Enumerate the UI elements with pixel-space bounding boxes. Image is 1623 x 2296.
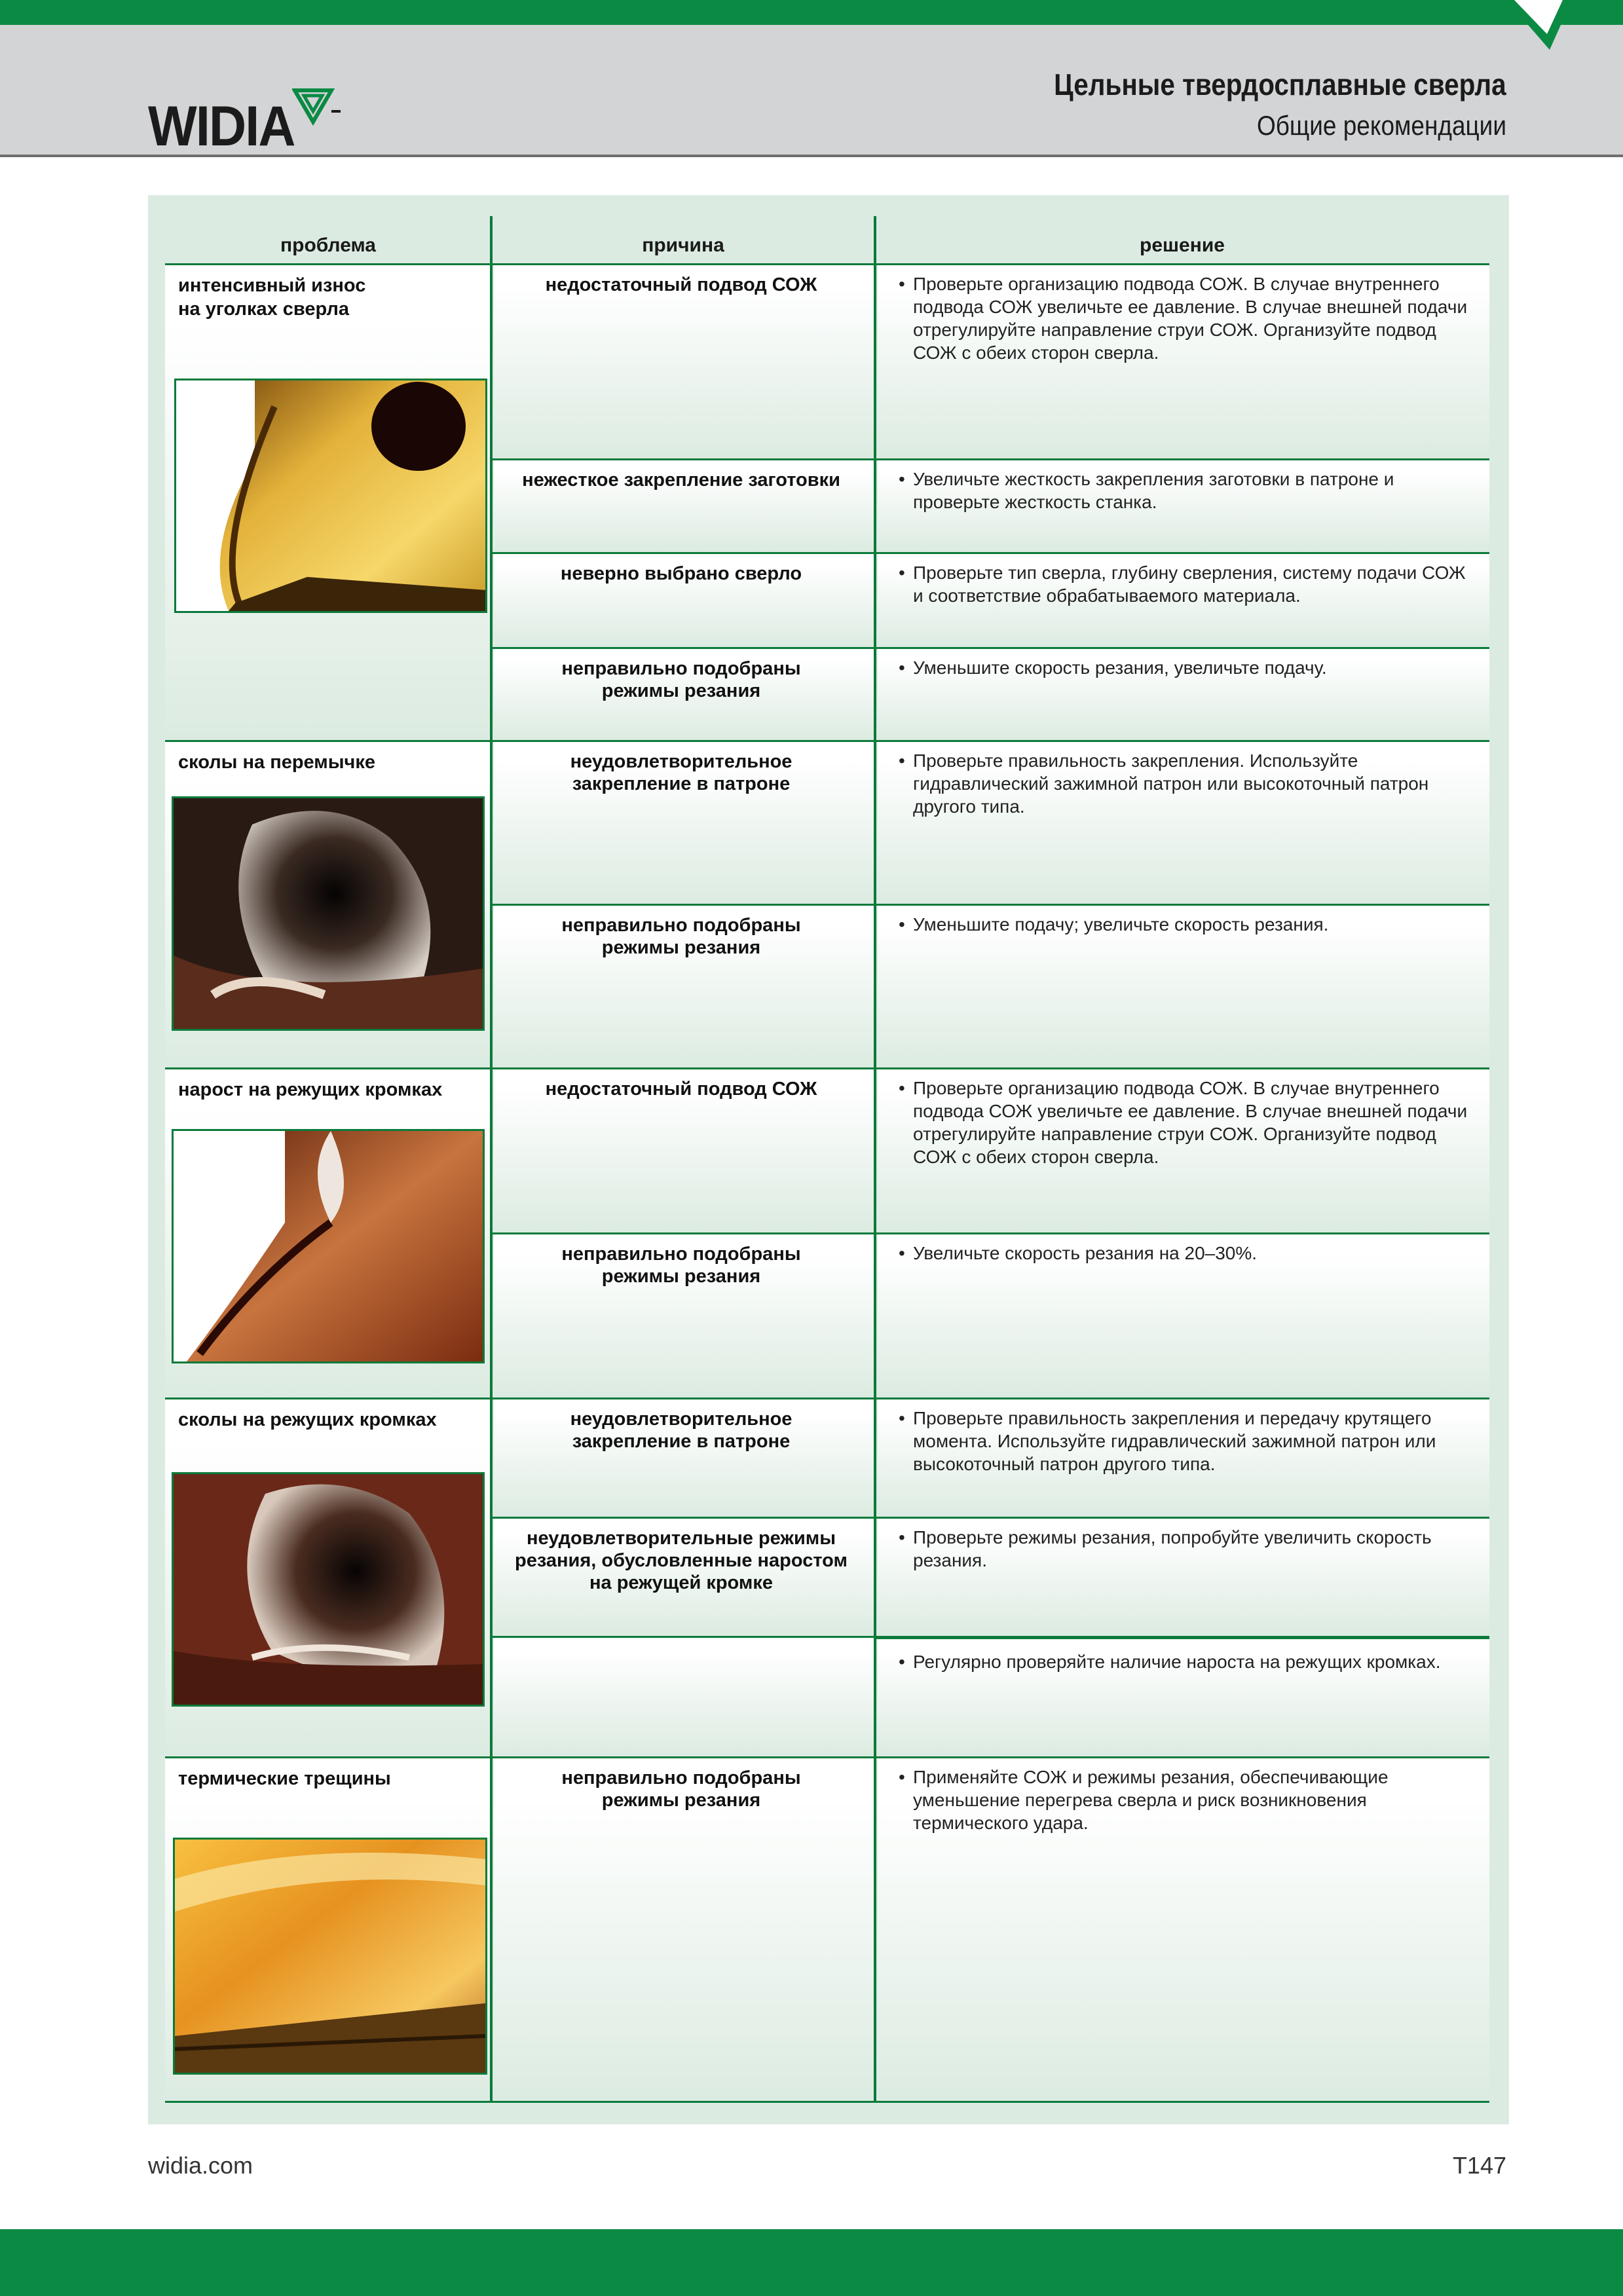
web-chipping-photo xyxy=(172,796,485,1031)
bullet-icon: • xyxy=(899,469,905,489)
row-divider xyxy=(165,740,1489,742)
built-up-edge-photo xyxy=(172,1129,485,1363)
footer-page-number: T147 xyxy=(1452,2152,1506,2179)
problem-label: термические трещины xyxy=(178,1768,391,1789)
row-divider xyxy=(165,1756,1489,1758)
solution-text: Регулярно проверяйте наличие нароста на режущих кромках. xyxy=(913,1652,1441,1672)
top-accent-bar xyxy=(0,0,1623,25)
cause-label: неправильно подобраны режимы резания xyxy=(561,1244,801,1287)
footer-site: widia.com xyxy=(148,2152,253,2179)
solution-text: Проверьте правильность закрепления. Используйте гидравлический зажимной патрон или высокоточный патрон другого типа. xyxy=(913,750,1429,817)
cause-label: недостаточный подвод СОЖ xyxy=(545,1079,817,1100)
solution-item xyxy=(899,561,1475,607)
bottom-accent-bar xyxy=(0,2229,1623,2296)
solution-item xyxy=(899,1242,1475,1265)
corner-tab-icon xyxy=(1506,0,1572,52)
problem-label: нарост на режущих кромках xyxy=(178,1079,443,1100)
edge-chipping-photo xyxy=(172,1472,485,1707)
solution-item xyxy=(899,913,1475,936)
solution-item xyxy=(899,1766,1475,1834)
bullet-icon: • xyxy=(899,914,905,935)
bullet-icon: • xyxy=(899,1408,905,1428)
column-divider xyxy=(874,216,876,2101)
cause-label: неудовлетворительные режимы резания, обусловленные наростом на режущей кромке xyxy=(515,1528,848,1593)
cause-label: неправильно подобраны режимы резания xyxy=(561,915,801,958)
solution-text: Проверьте тип сверла, глубину сверления, систему подачи СОЖ и соответствие обрабатываемого материала. xyxy=(913,563,1466,606)
bullet-icon: • xyxy=(899,1243,905,1263)
widia-triangle-icon xyxy=(292,85,345,138)
solution-item xyxy=(899,468,1475,513)
page-header xyxy=(0,25,1623,157)
solution-text: Уменьшите скорость резания, увеличьте подачу. xyxy=(913,657,1327,678)
bullet-icon: • xyxy=(899,274,905,294)
solution-item xyxy=(899,656,1475,679)
row-divider xyxy=(165,1067,1489,1069)
bullet-icon: • xyxy=(899,750,905,771)
solution-text: Увеличьте скорость резания на 20–30%. xyxy=(913,1243,1258,1263)
row-divider xyxy=(491,458,1489,460)
problem-label: сколы на режущих кромках xyxy=(178,1409,437,1430)
column-divider xyxy=(490,216,493,2101)
row-divider xyxy=(875,1637,1489,1639)
solution-item xyxy=(899,1526,1475,1572)
solution-item xyxy=(899,749,1475,818)
cell-background xyxy=(494,1638,875,1756)
cause-label: нежесткое закрепление заготовки xyxy=(522,470,840,491)
solution-item xyxy=(899,1077,1475,1168)
corner-wear-photo xyxy=(174,379,487,613)
solution-text: Проверьте правильность закрепления и передачу крутящего момента. Используйте гидравлический зажимной патрон или высокоточный патрон другого типа. xyxy=(913,1408,1436,1474)
bullet-icon: • xyxy=(899,1652,905,1672)
row-divider xyxy=(165,263,1489,265)
solution-text: Проверьте организацию подвода СОЖ. В случае внутреннего подвода СОЖ увеличьте ее давление. В случае внешней подачи отрегулируйте направление струи СОЖ. Организуйте подвод СОЖ с обеих сторон сверла. xyxy=(913,274,1468,363)
bullet-icon: • xyxy=(899,1767,905,1787)
solution-text: Проверьте организацию подвода СОЖ. В случае внутреннего подвода СОЖ увеличьте ее давление. В случае внешней подачи отрегулируйте направление струи СОЖ. Организуйте подвод СОЖ с обеих сторон сверла. xyxy=(913,1078,1468,1167)
column-header: решение xyxy=(1140,234,1225,256)
solution-item xyxy=(899,1407,1475,1475)
page-title: Цельные твердосплавные сверла xyxy=(1054,67,1506,102)
cause-label: недостаточный подвод СОЖ xyxy=(545,274,817,295)
row-divider xyxy=(491,1232,1489,1234)
problem-label: сколы на перемычке xyxy=(178,752,376,773)
solution-item xyxy=(899,1650,1475,1673)
bullet-icon: • xyxy=(899,1527,905,1547)
column-header: причина xyxy=(642,234,724,256)
bullet-icon: • xyxy=(899,1078,905,1098)
solution-item xyxy=(899,272,1475,364)
problem-label: интенсивный износ на уголках сверла xyxy=(178,275,366,320)
column-header: проблема xyxy=(280,234,376,256)
row-divider xyxy=(165,2101,1489,2103)
bullet-icon: • xyxy=(899,563,905,583)
bullet-icon: • xyxy=(899,657,905,678)
row-divider xyxy=(491,552,1489,554)
cause-label: неудовлетворительное закрепление в патроне xyxy=(570,1409,793,1452)
row-divider xyxy=(165,1398,1489,1399)
solution-text: Уменьшите подачу; увеличьте скорость резания. xyxy=(913,914,1329,935)
page-subtitle: Общие рекомендации xyxy=(1256,110,1506,141)
cause-label: неправильно подобраны режимы резания xyxy=(561,1768,801,1811)
solution-text: Проверьте режимы резания, попробуйте увеличить скорость резания. xyxy=(913,1527,1432,1570)
row-divider xyxy=(491,1517,1489,1519)
thermal-cracks-photo xyxy=(173,1838,487,2075)
cause-label: неудовлетворительное закрепление в патроне xyxy=(570,751,793,794)
brand-name: WIDIA xyxy=(148,95,295,158)
solution-text: Увеличьте жесткость закрепления заготовки в патроне и проверьте жесткость станка. xyxy=(913,469,1394,512)
cause-label: неверно выбрано сверло xyxy=(560,563,802,584)
cause-label: неправильно подобраны режимы резания xyxy=(561,658,801,701)
row-divider xyxy=(491,904,1489,906)
row-divider xyxy=(491,647,1489,649)
widia-logo xyxy=(148,85,345,157)
solution-text: Применяйте СОЖ и режимы резания, обеспечивающие уменьшение перегрева сверла и риск возникновения термического удара. xyxy=(913,1767,1389,1833)
